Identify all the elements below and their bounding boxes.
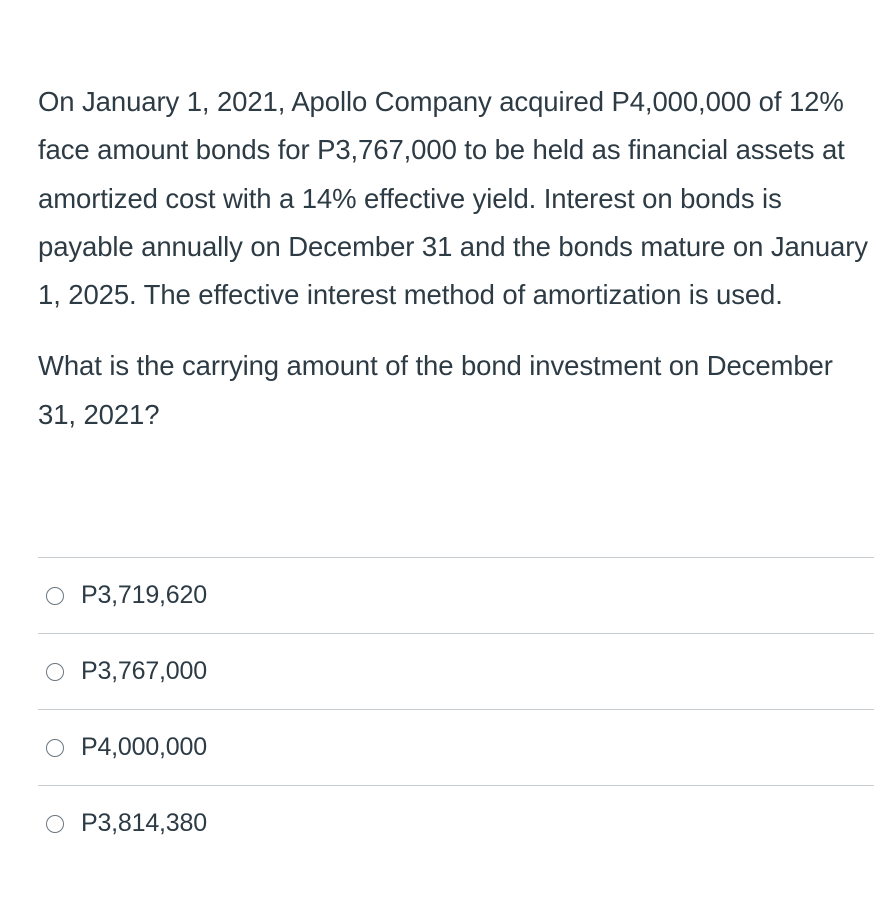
radio-button-icon[interactable] <box>46 815 64 833</box>
answer-label: P3,767,000 <box>81 657 207 685</box>
answer-label: P4,000,000 <box>81 733 207 761</box>
radio-button-icon[interactable] <box>46 739 64 757</box>
question-prompt: What is the carrying amount of the bond investment on December 31, 2021? <box>38 350 833 430</box>
question-block <box>38 78 878 439</box>
answer-option-4[interactable] <box>38 786 874 861</box>
answer-list <box>38 557 874 861</box>
answer-option-3[interactable] <box>38 710 874 786</box>
answer-label: P3,814,380 <box>81 809 207 837</box>
answer-label: P3,719,620 <box>81 581 207 609</box>
question-text: On January 1, 2021, Apollo Company acquired P4,000,000 of 12% face amount bonds for P3,767,000 to be held as financial assets at amortized cost with a 14% effective yield. Interest on bonds is payable annually on December 31 and the bonds mature on January 1, 2025. The effective interest method of amortization is used. <box>38 86 868 311</box>
radio-button-icon[interactable] <box>46 587 64 605</box>
radio-button-icon[interactable] <box>46 663 64 681</box>
answer-option-2[interactable] <box>38 634 874 710</box>
answer-option-1[interactable] <box>38 558 874 634</box>
